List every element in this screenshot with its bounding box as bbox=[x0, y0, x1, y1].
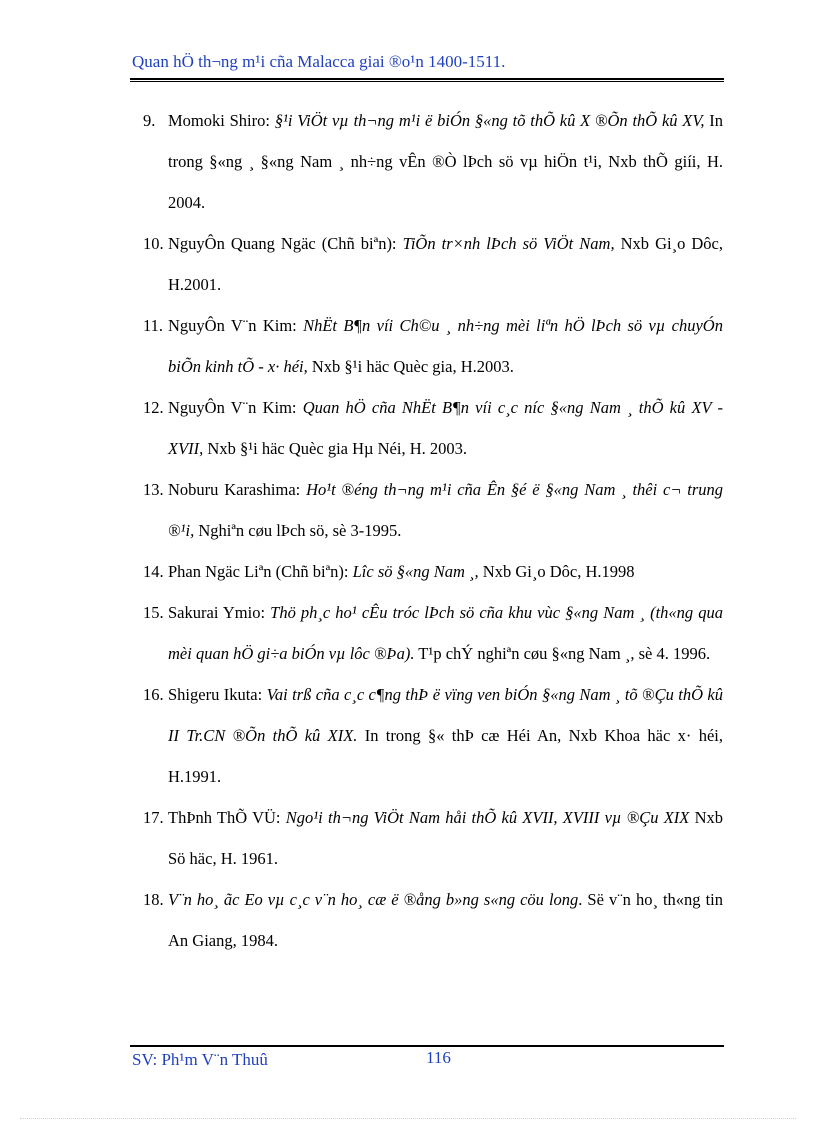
reference-item bbox=[143, 551, 723, 592]
reference-item bbox=[143, 387, 723, 469]
reference-item bbox=[143, 797, 723, 879]
reference-details: Nghiªn cøu lÞch sö, sè 3-1995. bbox=[194, 521, 402, 540]
reference-details: Nxb Sö häc, H. 1961. bbox=[168, 808, 723, 868]
reference-details: In trong §«ng ¸ §«ng Nam ¸ nh÷ng vÊn ®Ò lÞch sö vµ hiÖn t¹i, Nxb thÕ giíi, H. 2004. bbox=[168, 111, 723, 212]
page-header-title: Quan hÖ th¬ng m¹i cña Malacca giai ®o¹n 1400-1511. bbox=[132, 52, 506, 71]
reference-title: V¨n ho¸ ãc Eo vµ c¸c v¨n ho¸ cæ ë ®ång b»ng s«ng cöu long bbox=[168, 890, 579, 909]
reference-item bbox=[143, 879, 723, 961]
reference-title: Quan hÖ cña NhËt B¶n víi c¸c níc §«ng Nam ¸ thÕ kû XV - XVII, bbox=[168, 398, 723, 458]
reference-title: §¹i ViÖt vµ th¬ng m¹i ë biÓn §«ng tõ thÕ kû X ®Õn thÕ kû XV, bbox=[274, 111, 705, 130]
header-divider bbox=[130, 78, 724, 82]
reference-title: Ngo¹i th¬ng ViÖt Nam håi thÕ kû XVII, XVIII vµ ®Çu XIX bbox=[285, 808, 690, 827]
reference-item bbox=[143, 469, 723, 551]
reference-number: 10. bbox=[143, 234, 164, 253]
reference-item bbox=[143, 305, 723, 387]
reference-number: 14. bbox=[143, 562, 164, 581]
reference-title: Vai trß cña c¸c c¶ng thÞ ë vïng ven biÓn §«ng Nam ¸ tõ ®Çu thÕ kû II Tr.CN ®Õn thÕ kû XIX. bbox=[168, 685, 723, 745]
footer-student-name: SV: Ph¹m V¨n Thuû bbox=[132, 1050, 268, 1069]
reference-details: . Së v¨n ho¸ th«ng tin An Giang, 1984. bbox=[168, 890, 723, 950]
reference-author: Noburu Karashima: bbox=[168, 480, 307, 499]
reference-number: 15. bbox=[143, 603, 164, 622]
reference-author: NguyÔn Quang Ngäc (Chñ biªn): bbox=[168, 234, 403, 253]
reference-details: T¹p chÝ nghiªn cøu §«ng Nam ¸, sè 4. 1996. bbox=[414, 644, 711, 663]
reference-list bbox=[143, 100, 723, 961]
reference-details: Nxb Gi¸o Dôc, H.1998 bbox=[478, 562, 635, 581]
reference-author: Shigeru Ikuta: bbox=[168, 685, 267, 704]
reference-details: Nxb §¹i häc Quèc gia, H.2003. bbox=[307, 357, 514, 376]
reference-item bbox=[143, 223, 723, 305]
reference-title: NhËt B¶n víi Ch©u ¸ nh÷ng mèi liªn hÖ lÞch sö vµ chuyÓn biÕn kinh tÕ - x· héi, bbox=[168, 316, 723, 376]
reference-details: Nxb Gi¸o Dôc, H.2001. bbox=[168, 234, 723, 294]
reference-number: 13. bbox=[143, 480, 164, 499]
reference-number: 17. bbox=[143, 808, 164, 827]
reference-item bbox=[143, 592, 723, 674]
reference-title: Thö ph¸c ho¹ cÊu tróc lÞch sö cña khu vùc §«ng Nam ¸ (th«ng qua mèi quan hÖ gi÷a biÓn vµ lôc ®Þa). bbox=[168, 603, 723, 663]
reference-author: Phan Ngäc Liªn (Chñ biªn): bbox=[168, 562, 353, 581]
reference-number: 9. bbox=[143, 111, 156, 130]
page-number: 116 bbox=[426, 1048, 451, 1067]
reference-number: 11. bbox=[143, 316, 164, 335]
reference-details: Nxb §¹i häc Quèc gia Hµ Néi, H. 2003. bbox=[203, 439, 468, 458]
reference-number: 12. bbox=[143, 398, 164, 417]
reference-number: 16. bbox=[143, 685, 164, 704]
reference-number: 18. bbox=[143, 890, 164, 909]
reference-title: Ho¹t ®éng th¬ng m¹i cña Ên §é ë §«ng Nam ¸ thêi c¬ trung ®¹i, bbox=[168, 480, 723, 540]
reference-title: Lîc sö §«ng Nam ¸, bbox=[352, 562, 479, 581]
reference-title: TiÕn tr×nh lÞch sö ViÖt Nam, bbox=[402, 234, 615, 253]
reference-item bbox=[143, 674, 723, 797]
reference-author: NguyÔn V¨n Kim: bbox=[168, 398, 303, 417]
reference-author: Momoki Shiro: bbox=[168, 111, 275, 130]
reference-item bbox=[143, 100, 723, 223]
reference-author: ThÞnh ThÕ VÜ: bbox=[168, 808, 286, 827]
reference-details: In trong §« thÞ cæ Héi An, Nxb Khoa häc x· héi, H.1991. bbox=[168, 726, 723, 786]
page-bottom-border bbox=[20, 1118, 796, 1119]
reference-author: NguyÔn V¨n Kim: bbox=[168, 316, 304, 335]
footer-divider bbox=[130, 1045, 724, 1047]
reference-author: Sakurai Ymio: bbox=[168, 603, 271, 622]
